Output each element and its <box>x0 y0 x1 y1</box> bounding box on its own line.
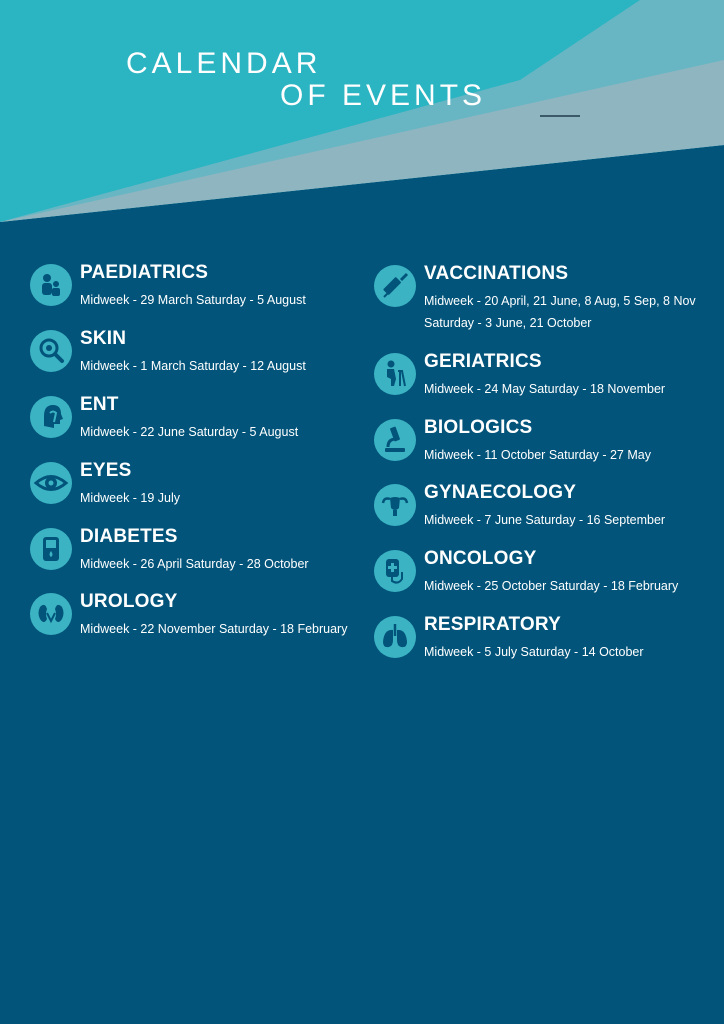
event-name: UROLOGY <box>80 591 178 612</box>
event-name: SKIN <box>80 328 127 349</box>
event-dates <box>80 355 306 377</box>
event-dates <box>424 575 678 597</box>
iv-bag-icon <box>374 550 416 592</box>
event-name: PAEDIATRICS <box>80 262 209 283</box>
children-icon <box>30 264 72 306</box>
event-dates <box>424 444 651 466</box>
event-date-line: Saturday - 3 June, 21 October <box>424 316 592 330</box>
event-date-line: Midweek - 20 April, 21 June, 8 Aug, 5 Sep, 8 Nov <box>424 294 696 308</box>
title-of-events: OF EVENTS <box>280 79 487 112</box>
event-date-line: Midweek - 24 May Saturday - 18 November <box>424 382 666 396</box>
event-name: ONCOLOGY <box>424 548 537 569</box>
event-name: EYES <box>80 460 132 481</box>
event-date-line: Midweek - 22 June Saturday - 5 August <box>80 425 299 439</box>
event-name: DIABETES <box>80 526 178 547</box>
event-name: GERIATRICS <box>424 351 542 372</box>
head-throat-icon <box>30 396 72 438</box>
title-calendar: CALENDAR <box>126 47 322 80</box>
event-date-line: Midweek - 26 April Saturday - 28 October <box>80 557 309 571</box>
event-dates <box>80 421 298 443</box>
event-dates <box>80 487 180 509</box>
event-date-line: Midweek - 5 July Saturday - 14 October <box>424 645 644 659</box>
lungs-icon <box>374 616 416 658</box>
uterus-icon <box>374 484 416 526</box>
event-dates <box>424 290 696 334</box>
elderly-walker-icon <box>374 353 416 395</box>
event-date-line: Midweek - 22 November Saturday - 18 February <box>80 622 348 636</box>
event-dates <box>80 553 309 575</box>
eye-icon <box>30 462 72 504</box>
kidneys-icon <box>30 593 72 635</box>
event-date-line: Midweek - 29 March Saturday - 5 August <box>80 293 306 307</box>
event-dates <box>424 378 665 400</box>
skin-magnifier-icon <box>30 330 72 372</box>
event-name: BIOLOGICS <box>424 417 533 438</box>
microscope-icon <box>374 419 416 461</box>
event-dates <box>80 618 347 640</box>
syringe-icon <box>374 265 416 307</box>
event-name: VACCINATIONS <box>424 263 569 284</box>
event-dates <box>424 509 665 531</box>
page-title <box>0 0 724 130</box>
event-date-line: Midweek - 7 June Saturday - 16 September <box>424 513 666 527</box>
event-name: RESPIRATORY <box>424 614 561 635</box>
event-name: ENT <box>80 394 119 415</box>
event-date-line: Midweek - 25 October Saturday - 18 February <box>424 579 679 593</box>
event-dates <box>424 641 644 663</box>
event-dates <box>80 289 306 311</box>
event-name: GYNAECOLOGY <box>424 482 577 503</box>
event-date-line: Midweek - 1 March Saturday - 12 August <box>80 359 306 373</box>
event-date-line: Midweek - 11 October Saturday - 27 May <box>424 448 651 462</box>
glucose-meter-icon <box>30 528 72 570</box>
title-underline <box>540 115 580 117</box>
event-date-line: Midweek - 19 July <box>80 491 181 505</box>
